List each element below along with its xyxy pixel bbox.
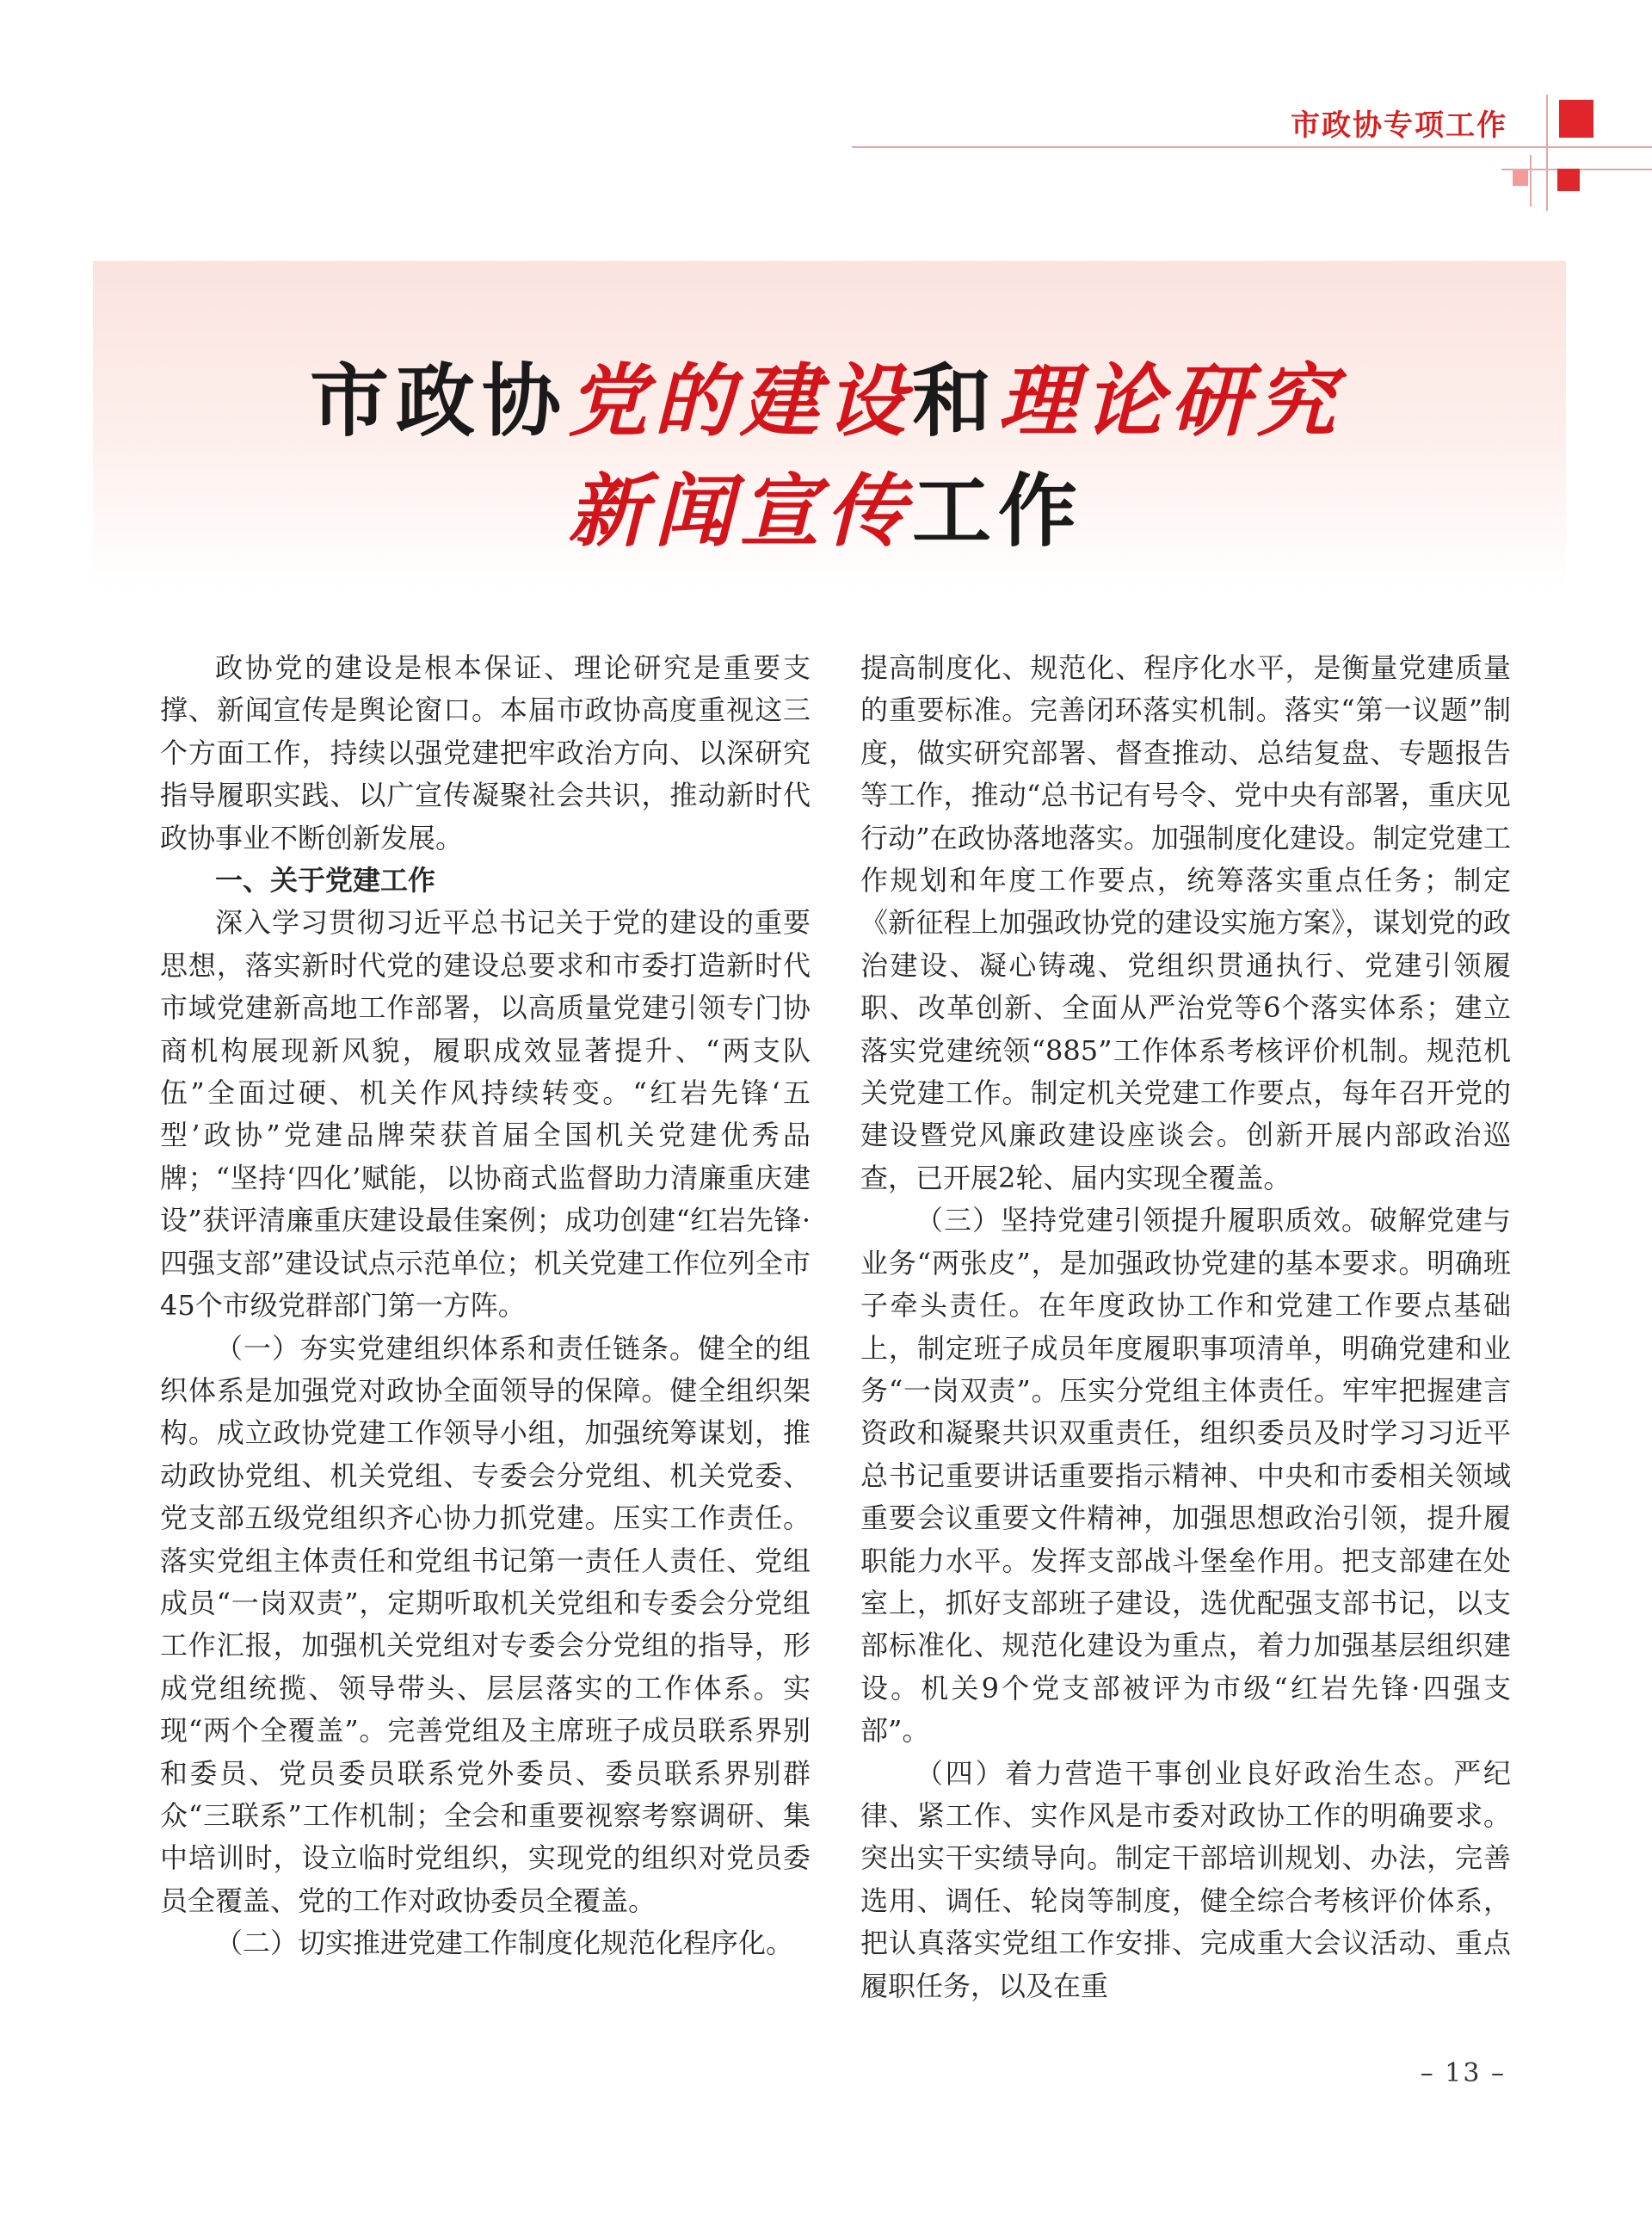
header-red-square xyxy=(1559,100,1593,138)
body-paragraph: 深入学习贯彻习近平总书记关于党的建设的重要思想，落实新时代党的建设总要求和市委打造新时代市域党建新高地工作部署，以高质量党建引领专门协商机构展现新风貌，履职成效显著提升、“两支队伍”全面过硬、机关作风持续转变。“红岩先锋‘五型’政协”党建品牌荣获首届全国机关党建优秀品牌；“坚持‘四化’赋能，以协商式监督助力清廉重庆建设”获评清廉重庆建设最佳案例；成功创建“红岩先锋·四强支部”建设试点示范单位；机关党建工作位列全市45个市级党群部门第一方阵。 xyxy=(160,906,811,1323)
title-segment: 市政协 xyxy=(309,355,568,447)
body-paragraph: 政协党的建设是根本保证、理论研究是重要支撑、新闻宣传是舆论窗口。本届市政协高度重视这三个方面工作，持续以强党建把牢政治方向、以深研究指导履职实践、以广宣传凝聚社会共识，推动新时代政协事业不断创新发展。 xyxy=(160,651,811,854)
title-segment: 党的建设 xyxy=(567,355,912,447)
title-segment: 理论研究 xyxy=(998,355,1343,447)
page-title-line-1 xyxy=(0,355,1652,447)
header-vertical-rule-2 xyxy=(1530,155,1532,207)
body-paragraph: （四）着力营造干事创业良好政治生态。严纪律、紧工作、实作风是市委对政协工作的明确要求。突出实干实绩导向。制定干部培训规划、办法，完善选用、调任、轮岗等制度，健全综合考核评价体系，把认真落实党组工作安排、完成重大会议活动、重点履职任务，以及在重 xyxy=(860,1756,1511,2002)
page-title-line-2 xyxy=(0,465,1652,558)
title-segment: 工作 xyxy=(912,466,1085,558)
body-column-left xyxy=(160,647,811,2067)
header-rule xyxy=(852,146,1652,148)
title-segment: 和 xyxy=(912,355,999,447)
body-paragraph: （二）切实推进党建工作制度化规范化程序化。 xyxy=(215,1927,794,1960)
section-heading: 一、关于党建工作 xyxy=(215,864,436,897)
page-number: – 13 – xyxy=(1420,2058,1506,2088)
header-small-square xyxy=(1513,170,1528,186)
header-section-label: 市政协专项工作 xyxy=(1291,108,1507,143)
header-vertical-rule xyxy=(1546,95,1548,211)
body-column-right xyxy=(860,647,1511,2067)
body-paragraph: 提高制度化、规范化、程序化水平，是衡量党建质量的重要标准。完善闭环落实机制。落实“第一议题”制度，做实研究部署、督查推动、总结复盘、专题报告等工作，推动“总书记有号令、党中央有部署，重庆见行动”在政协落地落实。加强制度化建设。制定党建工作规划和年度工作要点，统筹落实重点任务；制定《新征程上加强政协党的建设实施方案》，谋划党的政治建设、凝心铸魂、党组织贯通执行、党建引领履职、改革创新、全面从严治党等6个落实体系；建立落实党建统领“885”工作体系考核评价机制。规范机关党建工作。制定机关党建工作要点，每年召开党的建设暨党风廉政建设座谈会。创新开展内部政治巡查，已开展2轮、届内实现全覆盖。 xyxy=(860,651,1511,1194)
body-paragraph: （一）夯实党建组织体系和责任链条。健全的组织体系是加强党对政协全面领导的保障。健全组织架构。成立政协党建工作领导小组，加强统筹谋划，推动政协党组、机关党组、专委会分党组、机关党委、党支部五级党组织齐心协力抓党建。压实工作责任。落实党组主体责任和党组书记第一责任人责任、党组成员“一岗双责”，定期听取机关党组和专委会分党组工作汇报，加强机关党组对专委会分党组的指导，形成党组统揽、领导带头、层层落实的工作体系。实现“两个全覆盖”。完善党组及主席班子成员联系界别和委员、党员委员联系党外委员、委员联系界别群众“三联系”工作机制；全会和重要视察考察调研、集中培训时，设立临时党组织，实现党的组织对党员委员全覆盖、党的工作对政协委员全覆盖。 xyxy=(160,1331,811,1917)
title-segment: 新闻宣传 xyxy=(567,465,912,558)
header-small-square-2 xyxy=(1557,169,1580,191)
body-paragraph: （三）坚持党建引领提升履职质效。破解党建与业务“两张皮”，是加强政协党建的基本要求。明确班子牵头责任。在年度政协工作和党建工作要点基础上，制定班子成员年度履职事项清单，明确党建和业务“一岗双责”。压实分党组主体责任。牢牢把握建言资政和凝聚共识双重责任，组织委员及时学习习近平总书记重要讲话重要指示精神、中央和市委相关领域重要会议重要文件精神，加强思想政治引领，提升履职能力水平。发挥支部战斗堡垒作用。把支部建在处室上，抓好支部班子建设，选优配强支部书记，以支部标准化、规范化建设为重点，着力加强基层组织建设。机关9个党支部被评为市级“红岩先锋·四强支部”。 xyxy=(860,1204,1511,1748)
